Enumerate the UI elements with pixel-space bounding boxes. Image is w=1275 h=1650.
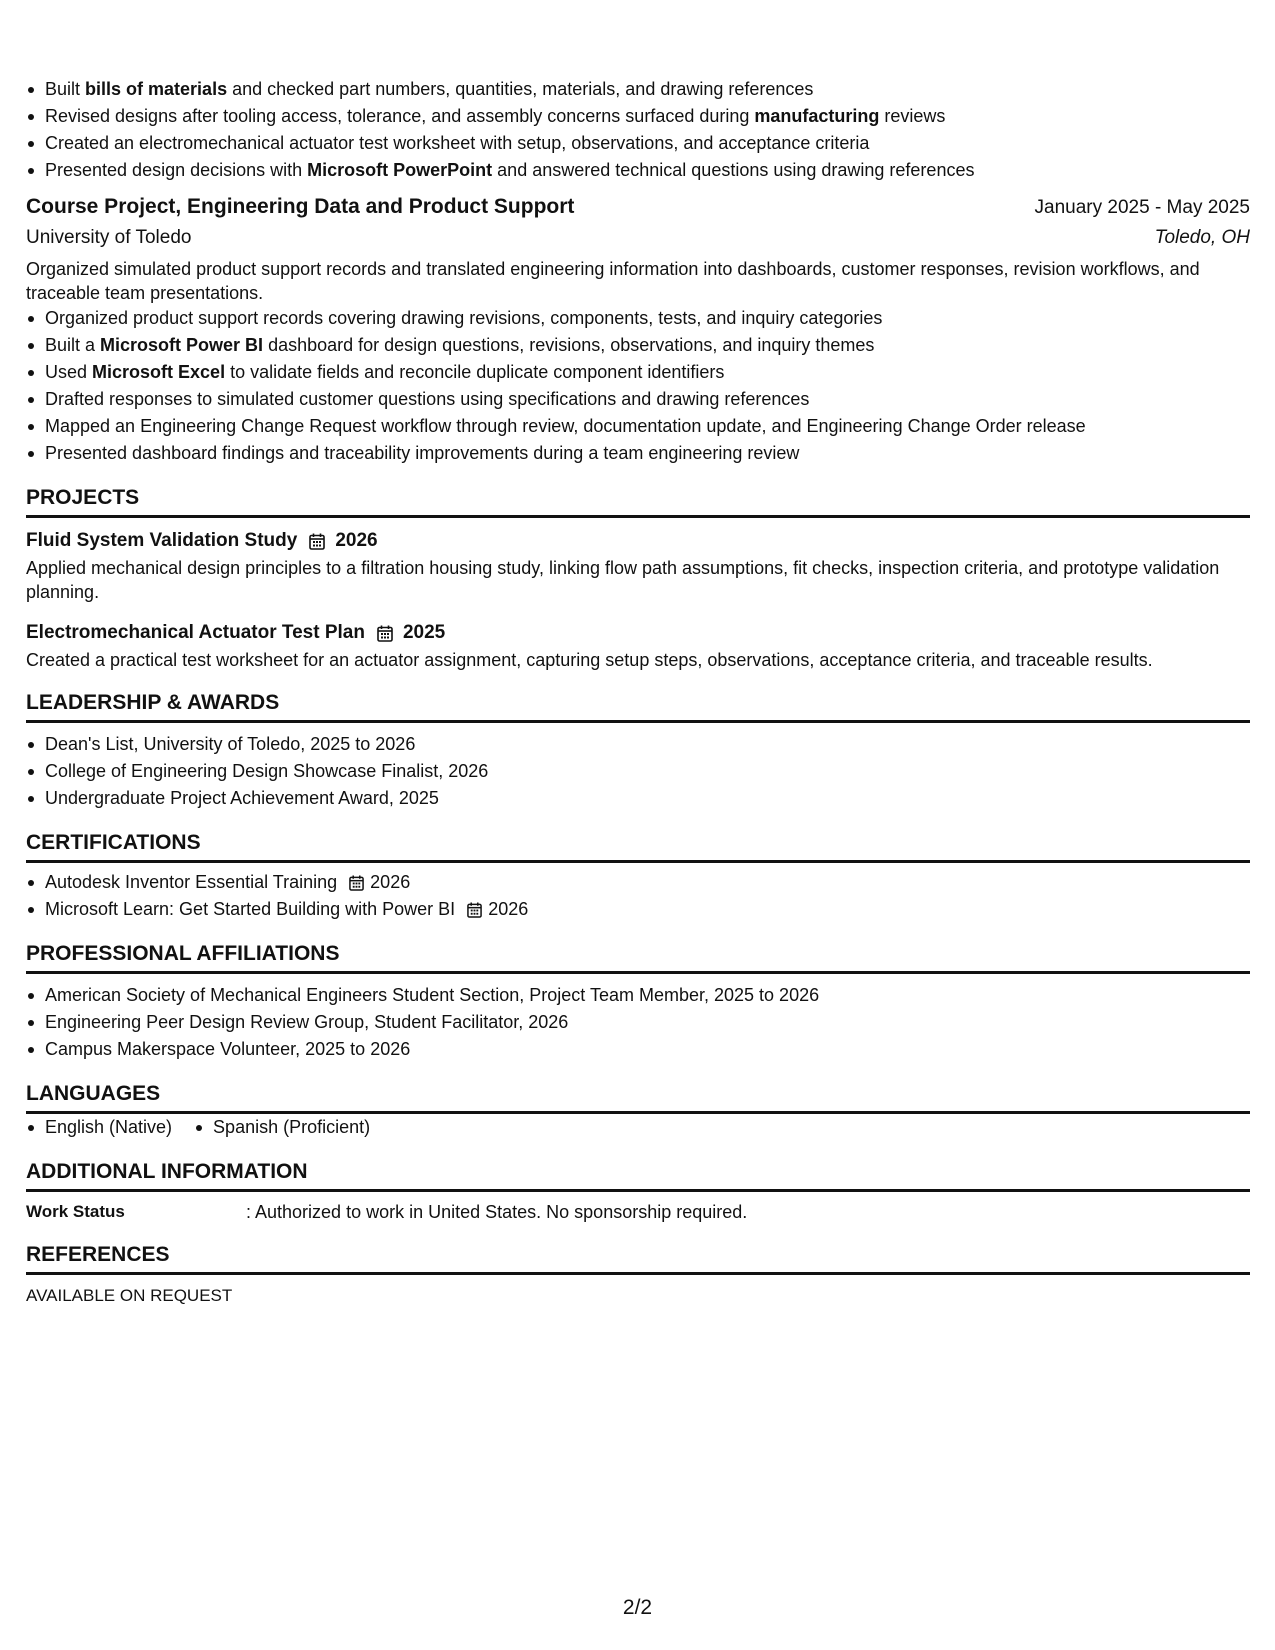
calendar-icon xyxy=(349,875,364,891)
course-location: Toledo, OH xyxy=(1154,227,1250,248)
project-header xyxy=(26,618,1250,648)
list-item: Presented dashboard findings and traceability improvements during a team engineering review xyxy=(26,440,1250,467)
project-description: Applied mechanical design principles to a filtration housing study, linking flow path assumptions, fit checks, inspection criteria, and prototype validation planning. xyxy=(26,558,1220,602)
list-item: Created an electromechanical actuator test worksheet with setup, observations, and acceptance criteria xyxy=(26,130,1250,157)
list-item: Built bills of materials and checked part numbers, quantities, materials, and drawing references xyxy=(26,76,1250,103)
list-item: Engineering Peer Design Review Group, Student Facilitator, 2026 xyxy=(26,1009,1250,1036)
list-item: Used Microsoft Excel to validate fields and reconcile duplicate component identifiers xyxy=(26,359,1250,386)
course-entry-subheader xyxy=(26,223,1250,253)
course-bullets xyxy=(26,305,1250,467)
references-text: AVAILABLE ON REQUEST xyxy=(26,1286,233,1305)
certification-name: Autodesk Inventor Essential Training xyxy=(45,872,338,892)
course-dates: January 2025 - May 2025 xyxy=(1034,197,1250,218)
references-heading: REFERENCES xyxy=(26,1240,1250,1275)
list-item: Organized product support records covering drawing revisions, components, tests, and inquiry categories xyxy=(26,305,1250,332)
list-item: Undergraduate Project Achievement Award, 2025 xyxy=(26,785,1250,812)
leadership-list xyxy=(26,731,1250,812)
list-item: Revised designs after tooling access, tolerance, and assembly concerns surfaced during manufacturing reviews xyxy=(26,103,1250,130)
course-org: University of Toledo xyxy=(26,227,192,248)
project-title: Fluid System Validation Study xyxy=(26,530,298,551)
affiliations-heading: PROFESSIONAL AFFILIATIONS xyxy=(26,939,1250,974)
certification-year: 2026 xyxy=(370,872,411,892)
project-year: 2025 xyxy=(402,622,446,643)
list-item: Built a Microsoft Power BI dashboard for design questions, revisions, observations, and inquiry themes xyxy=(26,332,1250,359)
page-number: 2/2 xyxy=(622,1596,653,1619)
projects-heading: PROJECTS xyxy=(26,483,1250,518)
list-item: American Society of Mechanical Engineers Student Section, Project Team Member, 2025 to 2026 xyxy=(26,982,1250,1009)
list-item: College of Engineering Design Showcase Finalist, 2026 xyxy=(26,758,1250,785)
certification-year: 2026 xyxy=(488,899,529,919)
work-status-row xyxy=(26,1200,1250,1224)
additional-info-heading: ADDITIONAL INFORMATION xyxy=(26,1157,1250,1192)
calendar-icon xyxy=(377,625,393,642)
certifications-heading: CERTIFICATIONS xyxy=(26,828,1250,863)
list-item: English (Native) xyxy=(26,1114,172,1141)
list-item: Campus Makerspace Volunteer, 2025 to 2026 xyxy=(26,1036,1250,1063)
list-item xyxy=(26,896,1250,923)
calendar-icon xyxy=(309,533,325,550)
languages-list xyxy=(26,1114,1250,1141)
course-entry-header xyxy=(26,192,1250,223)
list-item xyxy=(26,869,1250,896)
list-item: Mapped an Engineering Change Request workflow through review, documentation update, and Engineering Change Order release xyxy=(26,413,1250,440)
project-description: Created a practical test worksheet for an actuator assignment, capturing setup steps, observations, acceptance criteria, and traceable results. xyxy=(26,650,1153,670)
certifications-list xyxy=(26,869,1250,923)
list-item: Dean's List, University of Toledo, 2025 to 2026 xyxy=(26,731,1250,758)
affiliations-list xyxy=(26,982,1250,1063)
project-year: 2026 xyxy=(335,530,378,551)
experience-bullets xyxy=(26,76,1250,184)
languages-heading: LANGUAGES xyxy=(26,1079,1250,1114)
project-header xyxy=(26,526,1250,556)
certification-name: Microsoft Learn: Get Started Building with Power BI xyxy=(45,899,456,919)
list-item: Presented design decisions with Microsoft PowerPoint and answered technical questions using drawing references xyxy=(26,157,1250,184)
course-title: Course Project, Engineering Data and Product Support xyxy=(26,195,575,218)
course-summary: Organized simulated product support records and translated engineering information into dashboards, customer responses, revision workflows, and traceable team presentations. xyxy=(26,259,1200,303)
list-item: Spanish (Proficient) xyxy=(194,1114,370,1141)
work-status-value: : Authorized to work in United States. No sponsorship required. xyxy=(246,1202,748,1222)
work-status-label: Work Status xyxy=(26,1202,125,1221)
project-title: Electromechanical Actuator Test Plan xyxy=(26,622,365,643)
resume-page xyxy=(26,76,1250,1309)
list-item: Drafted responses to simulated customer questions using specifications and drawing references xyxy=(26,386,1250,413)
leadership-heading: LEADERSHIP & AWARDS xyxy=(26,688,1250,723)
calendar-icon xyxy=(467,902,482,918)
